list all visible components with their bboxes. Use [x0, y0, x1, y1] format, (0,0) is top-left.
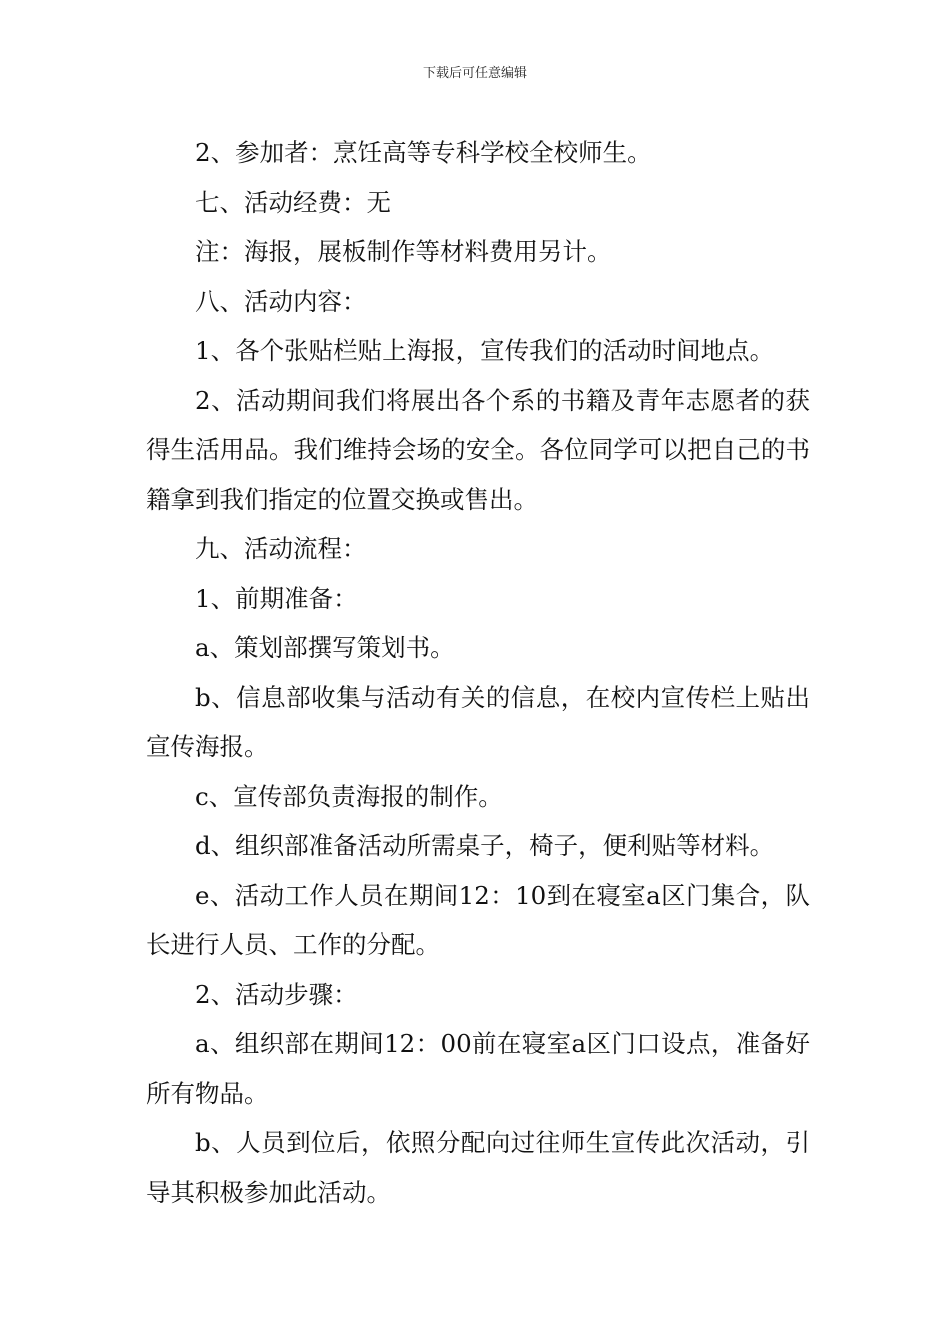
subheading-steps: 2、活动步骤： — [195, 979, 358, 1009]
paragraph-funding: 七、活动经费：无 — [195, 187, 391, 217]
section-heading-process: 九、活动流程： — [195, 534, 367, 563]
list-item-b: b、信息部收集与活动有关的信息，在校内宣传栏上贴出宣传海报。 — [146, 682, 810, 761]
paragraph-participants: 2、参加者：烹饪高等专科学校全校师生。 — [195, 138, 652, 167]
page-header: 下载后可任意编辑 — [422, 66, 527, 81]
paragraph-note: 注：海报，展板制作等材料费用另计。 — [195, 237, 612, 266]
list-item-e: e、活动工作人员在期间12：10到在寝室a区门集合，队长进行人员、工作的分配。 — [146, 880, 810, 959]
list-item-a: a、策划部撰写策划书。 — [195, 633, 455, 662]
list-item-d: d、组织部准备活动所需桌子，椅子，便利贴等材料。 — [195, 831, 775, 860]
paragraph-content-2: 2、活动期间我们将展出各个系的书籍及青年志愿者的获得生活用品。我们维持会场的安全。各位同学可以把自己的书籍拿到我们指定的位置交换或售出。 — [146, 385, 810, 514]
document-body — [146, 128, 810, 1217]
section-heading-content: 八、活动内容： — [195, 286, 367, 316]
list-item-c: c、宣传部负责海报的制作。 — [195, 781, 503, 811]
step-item-a: a、组织部在期间12：00前在寝室a区门口设点，准备好所有物品。 — [146, 1029, 810, 1108]
paragraph-content-1: 1、各个张贴栏贴上海报，宣传我们的活动时间地点。 — [195, 336, 775, 365]
subheading-preparation: 1、前期准备： — [195, 583, 358, 613]
step-item-b: b、人员到位后，依照分配向过往师生宣传此次活动，引导其积极参加此活动。 — [146, 1128, 810, 1207]
